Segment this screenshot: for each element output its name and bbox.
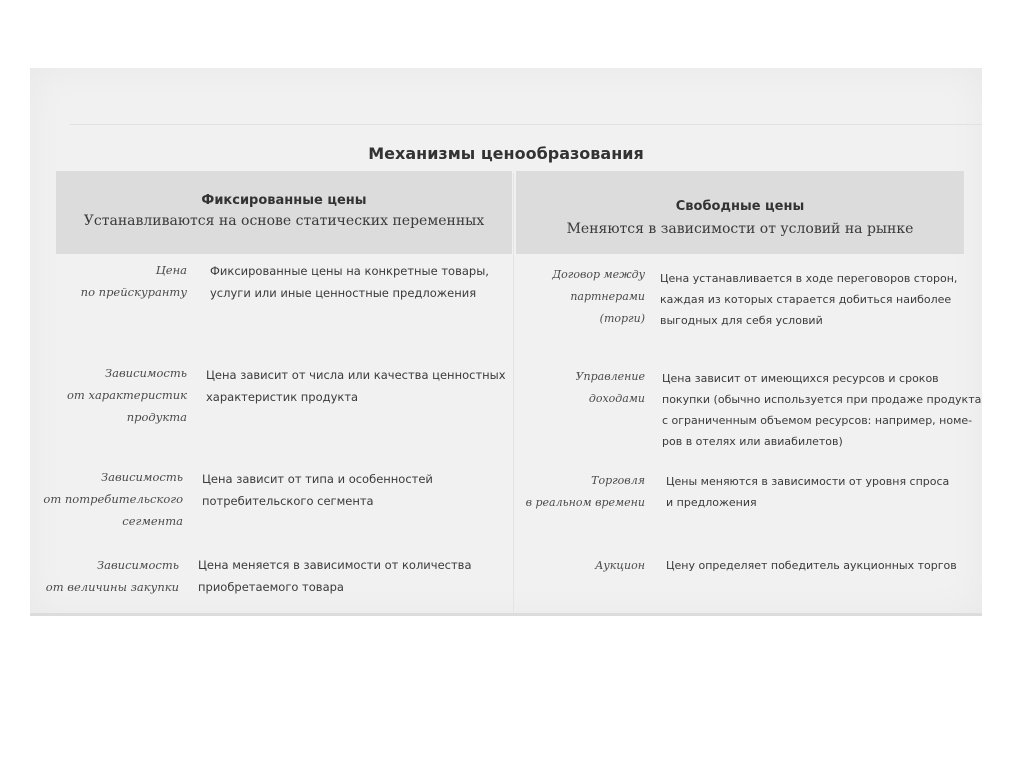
fixed-desc-customer-segment: Цена зависит от типа и особенностей потребительского сегмента (202, 472, 433, 508)
free-desc-revenue-management: Цена зависит от имеющихся ресурсов и сроков покупки (обычно используется при продаже продукта с ограниченным объемом ресурсов: например, номе- ров в отелях или авиабилетов) (662, 372, 982, 448)
free-desc-auction: Цену определяет победитель аукционных торгов (666, 559, 957, 572)
page-title: Механизмы ценообразования (368, 144, 644, 163)
fixed-prices-header (56, 171, 512, 254)
free-term-revenue-management: Управление доходами (575, 370, 645, 405)
book-page (30, 68, 982, 616)
free-term-real-time: Торговля в реальном времени (525, 474, 645, 509)
fixed-prices-subheading: Устанавливаются на основе статических переменных (83, 213, 485, 229)
fixed-term-product-features: Зависимость от характеристик продукта (66, 366, 187, 424)
fixed-term-volume: Зависимость от величины закупки (45, 558, 179, 594)
free-prices-subheading: Меняются в зависимости от условий на рынке (566, 221, 914, 237)
column-divider (513, 173, 514, 613)
fixed-term-price-list: Цена по прейскуранту (80, 263, 187, 299)
free-prices-heading: Свободные цены (675, 199, 805, 214)
fixed-desc-volume: Цена меняется в зависимости от количества приобретаемого товара (198, 558, 472, 594)
fixed-desc-price-list: Фиксированные цены на конкретные товары, услуги или иные ценностные предложения (210, 264, 489, 300)
free-desc-real-time: Цены меняются в зависимости от уровня спроса и предложения (666, 475, 950, 509)
free-term-auction: Аукцион (595, 559, 645, 572)
fixed-desc-product-features: Цена зависит от числа или качества ценностных характеристик продукта (206, 368, 506, 404)
fixed-prices-heading: Фиксированные цены (201, 193, 367, 208)
free-prices-header (516, 171, 964, 254)
free-desc-negotiation: Цена устанавливается в ходе переговоров сторон, каждая из которых старается добиться наиболее выгодных для себя условий (660, 272, 958, 327)
fixed-term-customer-segment: Зависимость от потребительского сегмента (43, 470, 183, 528)
top-rule (70, 124, 982, 125)
free-term-negotiation: Договор между партнерами (торги) (552, 268, 645, 325)
